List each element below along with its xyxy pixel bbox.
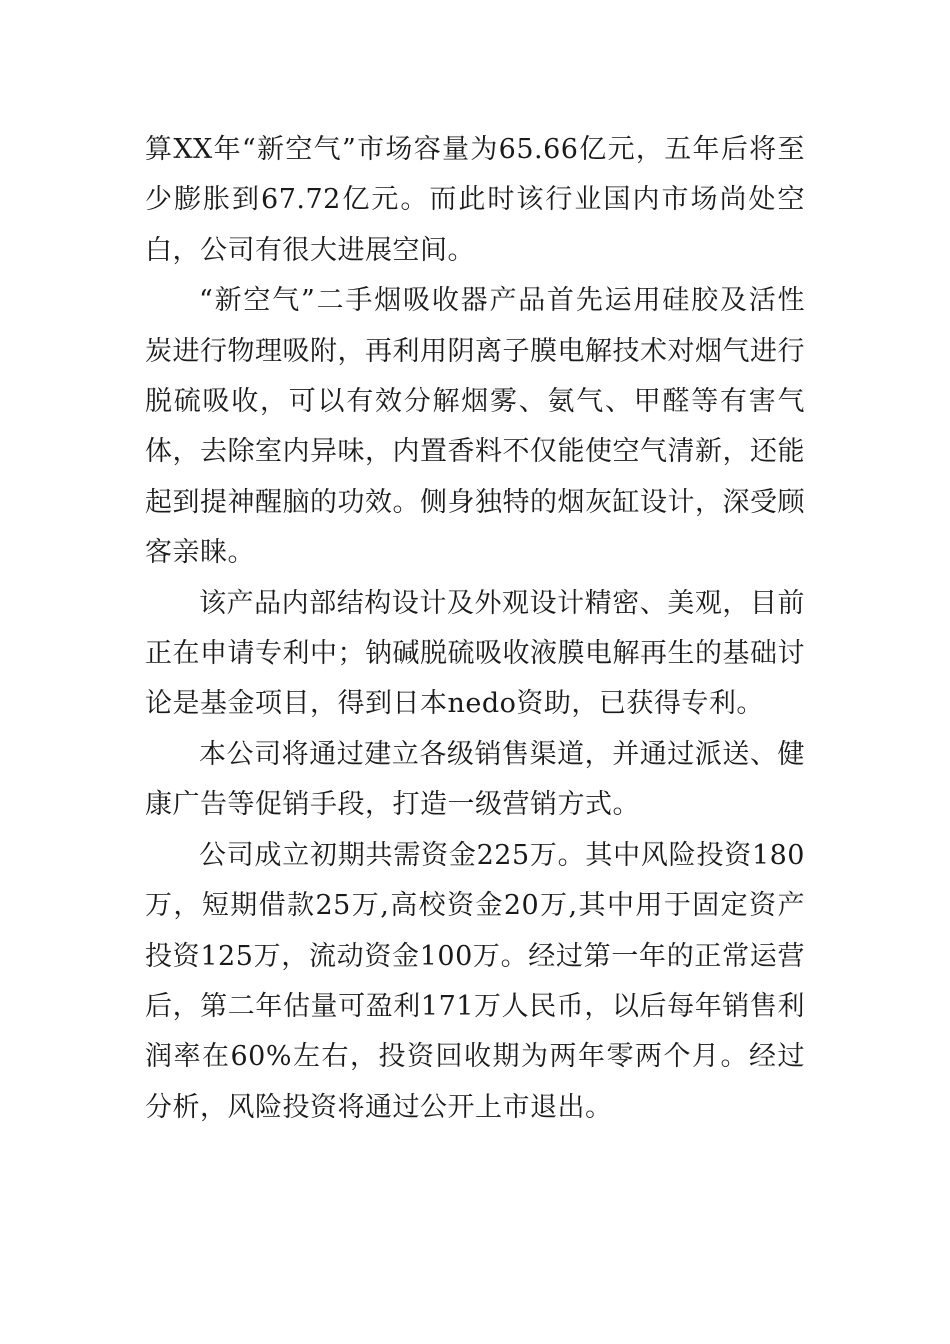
paragraph-market-size: 算XX年“新空气”市场容量为65.66亿元，五年后将至少膨胀到67.72亿元。而此时该行业国内市场尚处空白，公司有很大进展空间。 <box>145 134 805 266</box>
paragraph-financing: 公司成立初期共需资金225万。其中风险投资180万，短期借款25万,高校资金20万,其中用于固定资产投资125万，流动资金100万。经过第一年的正常运营后，第二年估量可盈利171万人民币，以后每年销售利润率在60%左右，投资回收期为两年零两个月。经过分析，风险投资将通过公开上市退出。 <box>145 839 805 1123</box>
document-body <box>145 125 805 1133</box>
paragraph-sales-channels: 本公司将通过建立各级销售渠道，并通过派送、健康广告等促销手段，打造一级营销方式。 <box>145 738 805 821</box>
paragraph-patent-status: 该产品内部结构设计及外观设计精密、美观，目前正在申请专利中；钠碱脱硫吸收液膜电解再生的基础讨论是基金项目，得到日本nedo资助，已获得专利。 <box>145 587 805 720</box>
paragraph-product-description: “新空气”二手烟吸收器产品首先运用硅胶及活性炭进行物理吸附，再利用阴离子膜电解技术对烟气进行脱硫吸收，可以有效分解烟雾、氨气、甲醛等有害气体，去除室内异味，内置香料不仅能使空气清新，还能起到提神醒脑的功效。侧身独特的烟灰缸设计，深受顾客亲睐。 <box>145 285 805 569</box>
